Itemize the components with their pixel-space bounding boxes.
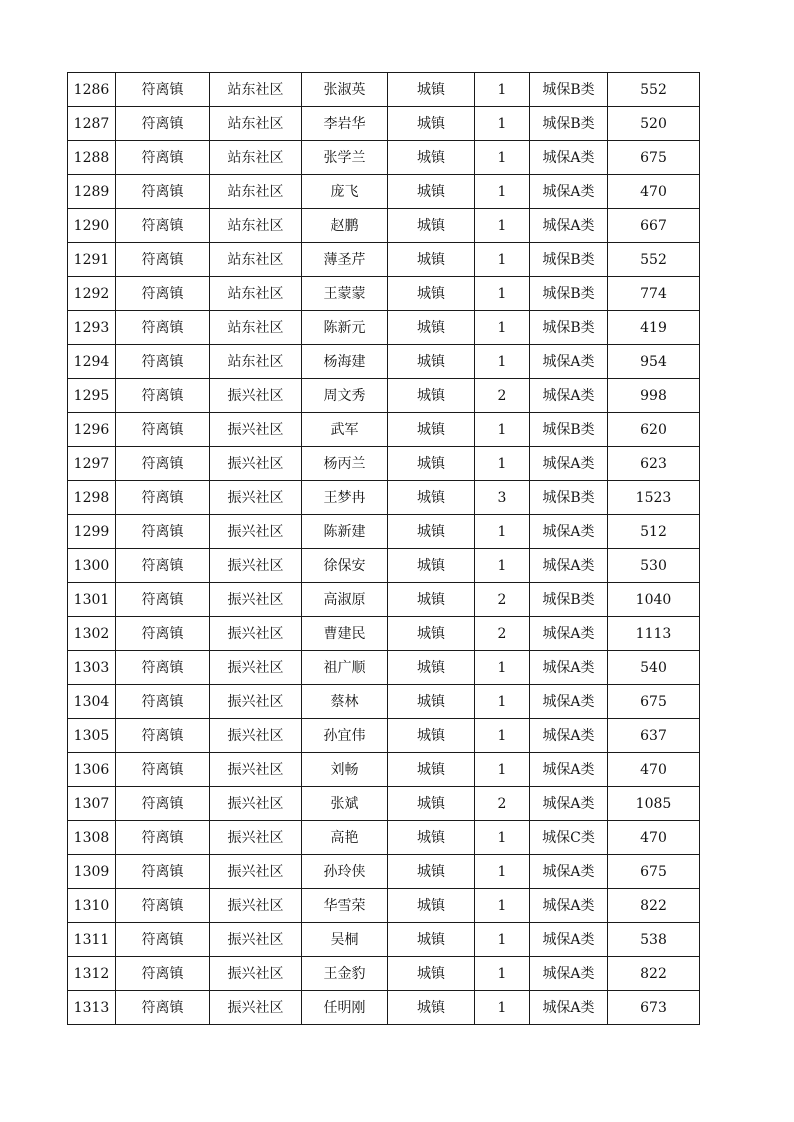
amount-cell: 1113 — [608, 617, 700, 651]
area-type-cell: 城镇 — [388, 447, 475, 481]
record-number-cell: 1304 — [68, 685, 116, 719]
person-name-cell: 蔡林 — [302, 685, 388, 719]
town-cell: 符离镇 — [116, 923, 210, 957]
household-size-cell: 1 — [475, 311, 530, 345]
community-cell: 站东社区 — [210, 107, 302, 141]
area-type-cell: 城镇 — [388, 413, 475, 447]
community-cell: 站东社区 — [210, 311, 302, 345]
area-type-cell: 城镇 — [388, 515, 475, 549]
community-cell: 振兴社区 — [210, 889, 302, 923]
household-size-cell: 1 — [475, 73, 530, 107]
person-name-cell: 薄圣芹 — [302, 243, 388, 277]
record-number-cell: 1312 — [68, 957, 116, 991]
town-cell: 符离镇 — [116, 311, 210, 345]
insurance-category-cell: 城保B类 — [530, 107, 608, 141]
household-size-cell: 1 — [475, 991, 530, 1025]
person-name-cell: 吴桐 — [302, 923, 388, 957]
household-size-cell: 1 — [475, 923, 530, 957]
amount-cell: 954 — [608, 345, 700, 379]
household-size-cell: 1 — [475, 957, 530, 991]
amount-cell: 998 — [608, 379, 700, 413]
person-name-cell: 周文秀 — [302, 379, 388, 413]
amount-cell: 552 — [608, 73, 700, 107]
person-name-cell: 任明刚 — [302, 991, 388, 1025]
town-cell: 符离镇 — [116, 787, 210, 821]
insurance-category-cell: 城保A类 — [530, 209, 608, 243]
record-number-cell: 1296 — [68, 413, 116, 447]
amount-cell: 552 — [608, 243, 700, 277]
insurance-category-cell: 城保A类 — [530, 855, 608, 889]
table-row — [68, 855, 700, 889]
amount-cell: 512 — [608, 515, 700, 549]
area-type-cell: 城镇 — [388, 855, 475, 889]
amount-cell: 419 — [608, 311, 700, 345]
record-number-cell: 1306 — [68, 753, 116, 787]
area-type-cell: 城镇 — [388, 957, 475, 991]
amount-cell: 620 — [608, 413, 700, 447]
person-name-cell: 王金豹 — [302, 957, 388, 991]
record-number-cell: 1308 — [68, 821, 116, 855]
amount-cell: 673 — [608, 991, 700, 1025]
table-row — [68, 175, 700, 209]
record-number-cell: 1288 — [68, 141, 116, 175]
community-cell: 站东社区 — [210, 243, 302, 277]
amount-cell: 530 — [608, 549, 700, 583]
household-size-cell: 3 — [475, 481, 530, 515]
town-cell: 符离镇 — [116, 855, 210, 889]
community-cell: 振兴社区 — [210, 685, 302, 719]
area-type-cell: 城镇 — [388, 141, 475, 175]
household-size-cell: 2 — [475, 787, 530, 821]
table-row — [68, 209, 700, 243]
records-table — [67, 72, 700, 1025]
amount-cell: 470 — [608, 753, 700, 787]
household-size-cell: 1 — [475, 685, 530, 719]
household-size-cell: 1 — [475, 855, 530, 889]
household-size-cell: 1 — [475, 821, 530, 855]
person-name-cell: 杨丙兰 — [302, 447, 388, 481]
insurance-category-cell: 城保B类 — [530, 311, 608, 345]
record-number-cell: 1287 — [68, 107, 116, 141]
amount-cell: 675 — [608, 855, 700, 889]
person-name-cell: 华雪荣 — [302, 889, 388, 923]
amount-cell: 520 — [608, 107, 700, 141]
town-cell: 符离镇 — [116, 141, 210, 175]
person-name-cell: 孙宜伟 — [302, 719, 388, 753]
town-cell: 符离镇 — [116, 277, 210, 311]
table-row — [68, 617, 700, 651]
town-cell: 符离镇 — [116, 515, 210, 549]
household-size-cell: 1 — [475, 515, 530, 549]
table-row — [68, 141, 700, 175]
area-type-cell: 城镇 — [388, 175, 475, 209]
area-type-cell: 城镇 — [388, 481, 475, 515]
area-type-cell: 城镇 — [388, 583, 475, 617]
area-type-cell: 城镇 — [388, 243, 475, 277]
record-number-cell: 1307 — [68, 787, 116, 821]
insurance-category-cell: 城保A类 — [530, 685, 608, 719]
community-cell: 振兴社区 — [210, 923, 302, 957]
person-name-cell: 武军 — [302, 413, 388, 447]
community-cell: 振兴社区 — [210, 583, 302, 617]
town-cell: 符离镇 — [116, 175, 210, 209]
town-cell: 符离镇 — [116, 345, 210, 379]
insurance-category-cell: 城保A类 — [530, 651, 608, 685]
town-cell: 符离镇 — [116, 549, 210, 583]
table-row — [68, 277, 700, 311]
table-row — [68, 311, 700, 345]
household-size-cell: 1 — [475, 141, 530, 175]
community-cell: 站东社区 — [210, 277, 302, 311]
area-type-cell: 城镇 — [388, 787, 475, 821]
area-type-cell: 城镇 — [388, 821, 475, 855]
area-type-cell: 城镇 — [388, 753, 475, 787]
person-name-cell: 王梦冉 — [302, 481, 388, 515]
table-row — [68, 107, 700, 141]
area-type-cell: 城镇 — [388, 685, 475, 719]
table-row — [68, 991, 700, 1025]
record-number-cell: 1313 — [68, 991, 116, 1025]
area-type-cell: 城镇 — [388, 651, 475, 685]
community-cell: 振兴社区 — [210, 617, 302, 651]
insurance-category-cell: 城保A类 — [530, 923, 608, 957]
insurance-category-cell: 城保B类 — [530, 583, 608, 617]
community-cell: 振兴社区 — [210, 787, 302, 821]
table-row — [68, 719, 700, 753]
community-cell: 振兴社区 — [210, 413, 302, 447]
household-size-cell: 1 — [475, 889, 530, 923]
community-cell: 振兴社区 — [210, 515, 302, 549]
record-number-cell: 1303 — [68, 651, 116, 685]
town-cell: 符离镇 — [116, 481, 210, 515]
person-name-cell: 祖广顺 — [302, 651, 388, 685]
area-type-cell: 城镇 — [388, 311, 475, 345]
town-cell: 符离镇 — [116, 617, 210, 651]
household-size-cell: 2 — [475, 617, 530, 651]
town-cell: 符离镇 — [116, 651, 210, 685]
insurance-category-cell: 城保A类 — [530, 345, 608, 379]
person-name-cell: 张学兰 — [302, 141, 388, 175]
person-name-cell: 杨海建 — [302, 345, 388, 379]
record-number-cell: 1297 — [68, 447, 116, 481]
town-cell: 符离镇 — [116, 243, 210, 277]
table-row — [68, 73, 700, 107]
amount-cell: 667 — [608, 209, 700, 243]
table-row — [68, 243, 700, 277]
area-type-cell: 城镇 — [388, 991, 475, 1025]
household-size-cell: 1 — [475, 209, 530, 243]
amount-cell: 623 — [608, 447, 700, 481]
area-type-cell: 城镇 — [388, 889, 475, 923]
record-number-cell: 1311 — [68, 923, 116, 957]
record-number-cell: 1300 — [68, 549, 116, 583]
person-name-cell: 高艳 — [302, 821, 388, 855]
area-type-cell: 城镇 — [388, 379, 475, 413]
insurance-category-cell: 城保A类 — [530, 617, 608, 651]
community-cell: 振兴社区 — [210, 957, 302, 991]
town-cell: 符离镇 — [116, 685, 210, 719]
person-name-cell: 高淑原 — [302, 583, 388, 617]
town-cell: 符离镇 — [116, 991, 210, 1025]
table-row — [68, 651, 700, 685]
insurance-category-cell: 城保A类 — [530, 753, 608, 787]
town-cell: 符离镇 — [116, 583, 210, 617]
insurance-category-cell: 城保A类 — [530, 957, 608, 991]
amount-cell: 774 — [608, 277, 700, 311]
table-row — [68, 345, 700, 379]
person-name-cell: 李岩华 — [302, 107, 388, 141]
community-cell: 站东社区 — [210, 209, 302, 243]
household-size-cell: 1 — [475, 107, 530, 141]
community-cell: 站东社区 — [210, 175, 302, 209]
insurance-category-cell: 城保B类 — [530, 481, 608, 515]
household-size-cell: 1 — [475, 175, 530, 209]
town-cell: 符离镇 — [116, 73, 210, 107]
person-name-cell: 陈新元 — [302, 311, 388, 345]
household-size-cell: 2 — [475, 379, 530, 413]
table-row — [68, 957, 700, 991]
town-cell: 符离镇 — [116, 821, 210, 855]
household-size-cell: 2 — [475, 583, 530, 617]
record-number-cell: 1290 — [68, 209, 116, 243]
records-table-body — [68, 73, 700, 1025]
record-number-cell: 1299 — [68, 515, 116, 549]
area-type-cell: 城镇 — [388, 549, 475, 583]
insurance-category-cell: 城保B类 — [530, 277, 608, 311]
community-cell: 站东社区 — [210, 141, 302, 175]
amount-cell: 675 — [608, 685, 700, 719]
community-cell: 站东社区 — [210, 73, 302, 107]
insurance-category-cell: 城保B类 — [530, 73, 608, 107]
insurance-category-cell: 城保C类 — [530, 821, 608, 855]
community-cell: 振兴社区 — [210, 447, 302, 481]
amount-cell: 1085 — [608, 787, 700, 821]
table-row — [68, 515, 700, 549]
area-type-cell: 城镇 — [388, 719, 475, 753]
amount-cell: 1040 — [608, 583, 700, 617]
insurance-category-cell: 城保A类 — [530, 515, 608, 549]
area-type-cell: 城镇 — [388, 107, 475, 141]
community-cell: 振兴社区 — [210, 821, 302, 855]
amount-cell: 470 — [608, 821, 700, 855]
insurance-category-cell: 城保A类 — [530, 787, 608, 821]
person-name-cell: 陈新建 — [302, 515, 388, 549]
amount-cell: 675 — [608, 141, 700, 175]
community-cell: 振兴社区 — [210, 481, 302, 515]
area-type-cell: 城镇 — [388, 617, 475, 651]
record-number-cell: 1293 — [68, 311, 116, 345]
table-row — [68, 889, 700, 923]
community-cell: 振兴社区 — [210, 855, 302, 889]
table-row — [68, 923, 700, 957]
town-cell: 符离镇 — [116, 413, 210, 447]
insurance-category-cell: 城保A类 — [530, 379, 608, 413]
insurance-category-cell: 城保A类 — [530, 991, 608, 1025]
table-row — [68, 481, 700, 515]
person-name-cell: 张淑英 — [302, 73, 388, 107]
record-number-cell: 1309 — [68, 855, 116, 889]
amount-cell: 637 — [608, 719, 700, 753]
community-cell: 振兴社区 — [210, 991, 302, 1025]
record-number-cell: 1291 — [68, 243, 116, 277]
area-type-cell: 城镇 — [388, 73, 475, 107]
household-size-cell: 1 — [475, 651, 530, 685]
insurance-category-cell: 城保A类 — [530, 447, 608, 481]
table-row — [68, 413, 700, 447]
record-number-cell: 1289 — [68, 175, 116, 209]
person-name-cell: 曹建民 — [302, 617, 388, 651]
town-cell: 符离镇 — [116, 719, 210, 753]
record-number-cell: 1294 — [68, 345, 116, 379]
person-name-cell: 庞飞 — [302, 175, 388, 209]
record-number-cell: 1310 — [68, 889, 116, 923]
town-cell: 符离镇 — [116, 107, 210, 141]
household-size-cell: 1 — [475, 277, 530, 311]
record-number-cell: 1292 — [68, 277, 116, 311]
amount-cell: 822 — [608, 889, 700, 923]
area-type-cell: 城镇 — [388, 923, 475, 957]
record-number-cell: 1295 — [68, 379, 116, 413]
area-type-cell: 城镇 — [388, 209, 475, 243]
household-size-cell: 1 — [475, 345, 530, 379]
table-row — [68, 821, 700, 855]
insurance-category-cell: 城保B类 — [530, 243, 608, 277]
amount-cell: 822 — [608, 957, 700, 991]
town-cell: 符离镇 — [116, 447, 210, 481]
insurance-category-cell: 城保A类 — [530, 175, 608, 209]
household-size-cell: 1 — [475, 413, 530, 447]
record-number-cell: 1302 — [68, 617, 116, 651]
amount-cell: 538 — [608, 923, 700, 957]
table-row — [68, 379, 700, 413]
community-cell: 站东社区 — [210, 345, 302, 379]
town-cell: 符离镇 — [116, 209, 210, 243]
community-cell: 振兴社区 — [210, 549, 302, 583]
amount-cell: 470 — [608, 175, 700, 209]
insurance-category-cell: 城保A类 — [530, 889, 608, 923]
household-size-cell: 1 — [475, 753, 530, 787]
amount-cell: 1523 — [608, 481, 700, 515]
record-number-cell: 1305 — [68, 719, 116, 753]
community-cell: 振兴社区 — [210, 719, 302, 753]
record-number-cell: 1286 — [68, 73, 116, 107]
person-name-cell: 赵鹏 — [302, 209, 388, 243]
household-size-cell: 1 — [475, 243, 530, 277]
person-name-cell: 孙玲侠 — [302, 855, 388, 889]
insurance-category-cell: 城保A类 — [530, 719, 608, 753]
town-cell: 符离镇 — [116, 889, 210, 923]
table-row — [68, 753, 700, 787]
insurance-category-cell: 城保A类 — [530, 549, 608, 583]
area-type-cell: 城镇 — [388, 277, 475, 311]
table-row — [68, 549, 700, 583]
table-row — [68, 447, 700, 481]
town-cell: 符离镇 — [116, 379, 210, 413]
insurance-category-cell: 城保B类 — [530, 413, 608, 447]
record-number-cell: 1301 — [68, 583, 116, 617]
person-name-cell: 王蒙蒙 — [302, 277, 388, 311]
insurance-category-cell: 城保A类 — [530, 141, 608, 175]
household-size-cell: 1 — [475, 549, 530, 583]
person-name-cell: 张斌 — [302, 787, 388, 821]
table-row — [68, 583, 700, 617]
town-cell: 符离镇 — [116, 753, 210, 787]
area-type-cell: 城镇 — [388, 345, 475, 379]
table-row — [68, 787, 700, 821]
community-cell: 振兴社区 — [210, 753, 302, 787]
table-row — [68, 685, 700, 719]
person-name-cell: 刘畅 — [302, 753, 388, 787]
community-cell: 振兴社区 — [210, 379, 302, 413]
town-cell: 符离镇 — [116, 957, 210, 991]
community-cell: 振兴社区 — [210, 651, 302, 685]
amount-cell: 540 — [608, 651, 700, 685]
person-name-cell: 徐保安 — [302, 549, 388, 583]
household-size-cell: 1 — [475, 447, 530, 481]
household-size-cell: 1 — [475, 719, 530, 753]
record-number-cell: 1298 — [68, 481, 116, 515]
